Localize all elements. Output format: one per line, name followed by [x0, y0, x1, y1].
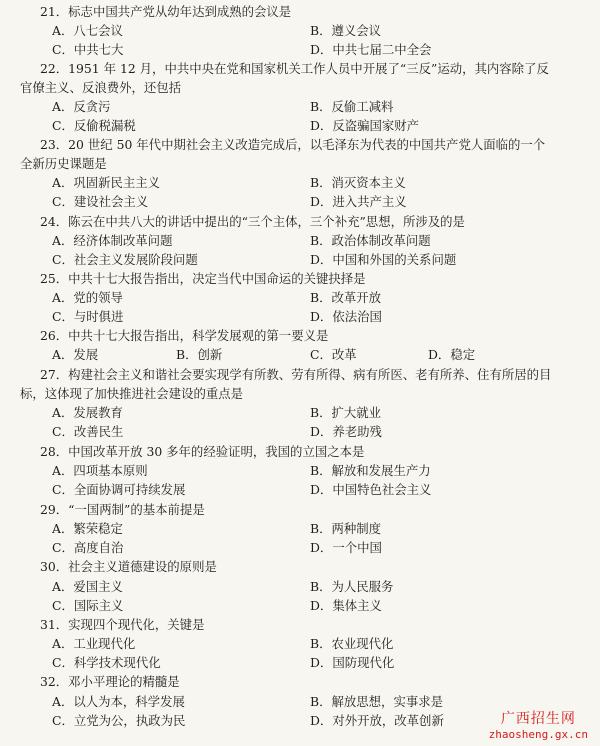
q21-option-c: C．中共七大 — [52, 42, 124, 57]
question-29: 29．“一国两制”的基本前提是 — [40, 502, 205, 517]
watermark-url: zhaosheng.gx.cn — [488, 728, 588, 741]
q27-option-a: A．发展教育 — [52, 405, 123, 420]
q24-option-b: B．政治体制改革问题 — [310, 233, 431, 248]
q30-option-a: A．爱国主义 — [52, 579, 123, 594]
q22-option-c: C．反偷税漏税 — [52, 118, 136, 133]
q27-option-c: C．改善民生 — [52, 424, 124, 439]
q30-option-b: B．为人民服务 — [310, 579, 394, 594]
q32-option-c: C．立党为公，执政为民 — [52, 713, 186, 728]
q32-option-b: B．解放思想，实事求是 — [310, 694, 444, 709]
question-30: 30．社会主义道德建设的原则是 — [40, 559, 217, 574]
q31-option-a: A．工业现代化 — [52, 636, 136, 651]
question-27: 27．构建社会主义和谐社会要实现学有所教、劳有所得、病有所医、老有所养、住有所居的目 — [40, 367, 552, 382]
q22-option-a: A．反贪污 — [52, 99, 111, 114]
q31-option-d: D．国防现代化 — [310, 655, 395, 670]
q23-option-d: D．进入共产主义 — [310, 194, 407, 209]
q27-option-d: D．养老助残 — [310, 424, 382, 439]
q32-option-d: D．对外开放，改革创新 — [310, 713, 444, 728]
q21-option-a: A．八七会议 — [52, 23, 123, 38]
q24-option-d: D．中国和外国的关系问题 — [310, 252, 457, 267]
q28-option-c: C．全面协调可持续发展 — [52, 482, 186, 497]
q27-option-b: B．扩大就业 — [310, 405, 382, 420]
q26-option-a: A．发展 — [52, 347, 99, 362]
q25-option-b: B．改革开放 — [310, 290, 382, 305]
q25-option-d: D．依法治国 — [310, 309, 382, 324]
q22-option-b: B．反偷工减料 — [310, 99, 394, 114]
question-23-cont: 全新历史课题是 — [20, 156, 107, 171]
question-24: 24．陈云在中共八大的讲话中提出的“三个主体，三个补充”思想，所涉及的是 — [40, 214, 465, 229]
q24-option-c: C．社会主义发展阶段问题 — [52, 252, 198, 267]
q26-option-b: B．创新 — [176, 347, 223, 362]
question-23: 23．20 世纪 50 年代中期社会主义改造完成后，以毛泽东为代表的中国共产党人面临的一个 — [40, 137, 546, 152]
q25-option-c: C．与时俱进 — [52, 309, 124, 324]
q21-option-d: D．中共七届二中全会 — [310, 42, 432, 57]
q30-option-c: C．国际主义 — [52, 598, 124, 613]
q25-option-a: A．党的领导 — [52, 290, 123, 305]
q29-option-d: D．一个中国 — [310, 540, 382, 555]
q24-option-a: A．经济体制改革问题 — [52, 233, 173, 248]
q28-option-a: A．四项基本原则 — [52, 463, 148, 478]
q28-option-b: B．解放和发展生产力 — [310, 463, 431, 478]
q22-option-d: D．反盗骗国家财产 — [310, 118, 420, 133]
q21-option-b: B．遵义会议 — [310, 23, 382, 38]
question-22: 22．1951 年 12 月，中共中央在党和国家机关工作人员中开展了“三反”运动，其内容除了反 — [40, 61, 549, 76]
q23-option-c: C．建设社会主义 — [52, 194, 149, 209]
watermark — [489, 708, 588, 741]
q29-option-b: B．两种制度 — [310, 521, 382, 536]
q32-option-a: A．以人为本，科学发展 — [52, 694, 185, 709]
q28-option-d: D．中国特色社会主义 — [310, 482, 432, 497]
question-26: 26．中共十七大报告指出，科学发展观的第一要义是 — [40, 328, 329, 343]
q29-option-a: A．繁荣稳定 — [52, 521, 123, 536]
question-27-cont: 标，这体现了加快推进社会建设的重点是 — [20, 386, 244, 401]
q31-option-b: B．农业现代化 — [310, 636, 394, 651]
question-32: 32．邓小平理论的精髓是 — [40, 674, 180, 689]
q23-option-b: B．消灭资本主义 — [310, 175, 406, 190]
watermark-name: 广西招生网 — [500, 711, 576, 727]
question-21: 21．标志中国共产党从幼年达到成熟的会议是 — [40, 4, 292, 19]
question-31: 31．实现四个现代化，关键是 — [40, 617, 205, 632]
q26-option-c: C．改革 — [310, 347, 357, 362]
q29-option-c: C．高度自治 — [52, 540, 124, 555]
q26-option-d: D．稳定 — [428, 347, 476, 362]
question-25: 25．中共十七大报告指出，决定当代中国命运的关键抉择是 — [40, 271, 366, 286]
q30-option-d: D．集体主义 — [310, 598, 382, 613]
question-22-cont: 官僚主义、反浪费外，还包括 — [20, 80, 182, 95]
question-28: 28．中国改革开放 30 多年的经验证明，我国的立国之本是 — [40, 444, 365, 459]
q31-option-c: C．科学技术现代化 — [52, 655, 161, 670]
q23-option-a: A．巩固新民主主义 — [52, 175, 161, 190]
